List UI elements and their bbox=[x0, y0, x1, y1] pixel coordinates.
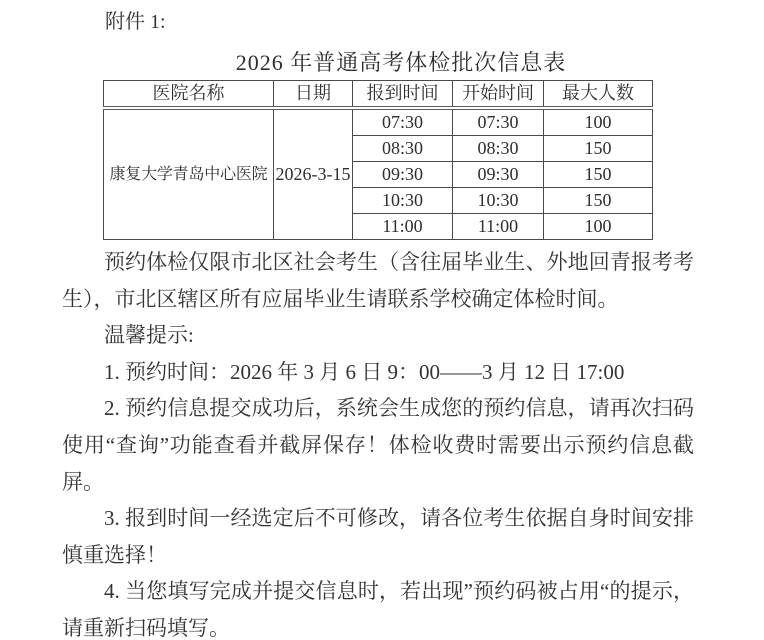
tip-item-2: 2. 预约信息提交成功后，系统会生成您的预约信息，请再次扫码使用“查询”功能查看并截屏保存！体检收费时需要出示预约信息截屏。 bbox=[62, 396, 694, 494]
start-time-cell: 07:30 bbox=[453, 108, 544, 136]
column-header-hospital: 医院名称 bbox=[104, 81, 274, 109]
exam-batch-table bbox=[103, 80, 653, 240]
column-header-max-count: 最大人数 bbox=[544, 81, 653, 109]
start-time-cell: 11:00 bbox=[453, 214, 544, 240]
intro-paragraph: 预约体检仅限市北区社会考生（含往届毕业生、外地回青报考考生），市北区辖区所有应届毕业生请联系学校确定体检时间。 bbox=[62, 250, 694, 311]
max-count-cell: 100 bbox=[544, 214, 653, 240]
checkin-time-cell: 07:30 bbox=[353, 108, 453, 136]
hospital-name-cell: 康复大学青岛中心医院 bbox=[104, 108, 274, 240]
checkin-time-cell: 10:30 bbox=[353, 188, 453, 214]
checkin-time-cell: 08:30 bbox=[353, 136, 453, 162]
max-count-cell: 150 bbox=[544, 162, 653, 188]
checkin-time-cell: 11:00 bbox=[353, 214, 453, 240]
tips-heading: 温馨提示: bbox=[104, 323, 194, 348]
start-time-cell: 09:30 bbox=[453, 162, 544, 188]
document-title: 2026 年普通高考体检批次信息表 bbox=[235, 50, 567, 75]
max-count-cell: 150 bbox=[544, 188, 653, 214]
notes-section bbox=[62, 244, 694, 640]
table-row bbox=[104, 108, 653, 136]
max-count-cell: 150 bbox=[544, 136, 653, 162]
column-header-start-time: 开始时间 bbox=[453, 81, 544, 109]
tip-item-3: 3. 报到时间一经选定后不可修改，请各位考生依据自身时间安排慎重选择！ bbox=[62, 506, 694, 567]
column-header-checkin-time: 报到时间 bbox=[353, 81, 453, 109]
column-header-date: 日期 bbox=[274, 81, 353, 109]
attachment-label: 附件 1: bbox=[105, 11, 166, 33]
start-time-cell: 10:30 bbox=[453, 188, 544, 214]
tip-item-4: 4. 当您填写完成并提交信息时，若出现”预约码被占用“的提示，请重新扫码填写。 bbox=[62, 579, 694, 640]
max-count-cell: 100 bbox=[544, 108, 653, 136]
checkin-time-cell: 09:30 bbox=[353, 162, 453, 188]
tip-item-1: 1. 预约时间：2026 年 3 月 6 日 9：00——3 月 12 日 17:00 bbox=[104, 359, 625, 384]
date-cell: 2026-3-15 bbox=[274, 108, 353, 240]
table-header-row bbox=[104, 81, 653, 109]
start-time-cell: 08:30 bbox=[453, 136, 544, 162]
